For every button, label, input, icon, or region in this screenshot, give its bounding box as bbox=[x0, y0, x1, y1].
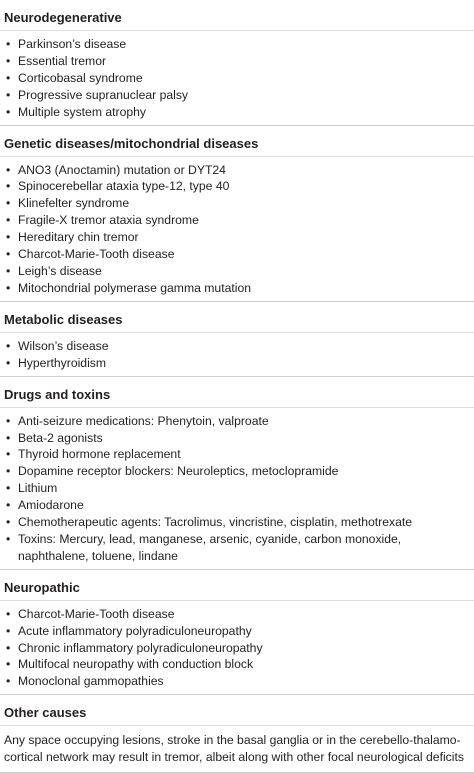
list-item bbox=[4, 463, 470, 480]
item-text: ANO3 (Anoctamin) mutation or DYT24 bbox=[18, 162, 226, 177]
bullet-icon: • bbox=[6, 498, 11, 513]
list-item bbox=[4, 606, 470, 623]
list-item bbox=[4, 514, 470, 531]
bullet-icon: • bbox=[6, 657, 11, 672]
item-text: Parkinson’s disease bbox=[18, 37, 127, 51]
item-text: Spinocerebellar ataxia type-12, type 40 bbox=[18, 179, 230, 194]
bullet-icon: • bbox=[6, 87, 11, 102]
item-text: Essential tremor bbox=[18, 53, 107, 68]
item-text: Thyroid hormone replacement bbox=[18, 447, 181, 462]
section-heading: Other causes bbox=[4, 705, 87, 721]
item-text: Dopamine receptor blockers: Neuroleptics, metoclopramide bbox=[18, 464, 339, 479]
bullet-icon: • bbox=[6, 104, 11, 119]
list-item bbox=[4, 355, 470, 372]
list-item bbox=[4, 430, 470, 447]
list-item bbox=[4, 413, 470, 430]
item-list bbox=[0, 332, 474, 376]
list-item bbox=[4, 104, 470, 121]
section-heading: Metabolic diseases bbox=[4, 311, 123, 327]
item-text: Fragile-X tremor ataxia syndrome bbox=[18, 213, 199, 228]
section-heading: Neurodegenerative bbox=[4, 10, 122, 25]
list-item bbox=[4, 673, 470, 690]
bullet-icon: • bbox=[6, 179, 11, 194]
list-item bbox=[4, 531, 470, 565]
item-list bbox=[0, 407, 474, 569]
list-item bbox=[4, 263, 470, 280]
item-list bbox=[0, 600, 474, 695]
item-text: Charcot-Marie-Tooth disease bbox=[18, 606, 175, 621]
list-item bbox=[4, 446, 470, 463]
list-item bbox=[4, 623, 470, 640]
item-text: Corticobasal syndrome bbox=[18, 70, 143, 85]
bullet-icon: • bbox=[6, 213, 11, 228]
item-text: Chronic inflammatory polyradiculoneuropathy bbox=[18, 640, 263, 655]
bullet-icon: • bbox=[6, 37, 11, 51]
bullet-icon: • bbox=[6, 230, 11, 245]
bullet-icon: • bbox=[6, 640, 11, 655]
list-item bbox=[4, 656, 470, 673]
bullet-icon: • bbox=[6, 413, 11, 428]
bullet-icon: • bbox=[6, 531, 11, 546]
list-item bbox=[4, 229, 470, 246]
item-text: Amiodarone bbox=[18, 498, 84, 513]
item-text: Leigh’s disease bbox=[18, 263, 102, 278]
item-text: Hereditary chin tremor bbox=[18, 230, 139, 245]
bullet-icon: • bbox=[6, 674, 11, 689]
section-heading: Genetic diseases/mitochondrial diseases bbox=[4, 135, 259, 151]
item-text: Klinefelter syndrome bbox=[18, 196, 130, 211]
list-item bbox=[4, 53, 470, 70]
bullet-icon: • bbox=[6, 464, 11, 479]
bullet-icon: • bbox=[6, 162, 11, 177]
item-text: Mitochondrial polymerase gamma mutation bbox=[18, 280, 252, 295]
bullet-icon: • bbox=[6, 247, 11, 262]
item-text: Beta-2 agonists bbox=[18, 430, 103, 445]
bullet-icon: • bbox=[6, 355, 11, 370]
item-text: Multifocal neuropathy with conduction block bbox=[18, 657, 254, 672]
bullet-icon: • bbox=[6, 481, 11, 496]
item-text: Lithium bbox=[18, 481, 58, 496]
list-item bbox=[4, 162, 470, 179]
list-item bbox=[4, 640, 470, 657]
list-item bbox=[4, 480, 470, 497]
list-item bbox=[4, 178, 470, 195]
item-text: Multiple system atrophy bbox=[18, 104, 147, 119]
list-item bbox=[4, 246, 470, 263]
bullet-icon: • bbox=[6, 53, 11, 68]
section-neurodegenerative bbox=[0, 0, 474, 125]
bullet-icon: • bbox=[6, 338, 11, 353]
item-text: Progressive supranuclear palsy bbox=[18, 87, 189, 102]
bullet-icon: • bbox=[6, 70, 11, 85]
item-text: Monoclonal gammopathies bbox=[18, 674, 164, 689]
bullet-icon: • bbox=[6, 606, 11, 621]
section-other-causes bbox=[0, 694, 474, 772]
list-item bbox=[4, 36, 470, 53]
bullet-icon: • bbox=[6, 623, 11, 638]
bullet-icon: • bbox=[6, 430, 11, 445]
item-list bbox=[0, 156, 474, 301]
item-list bbox=[0, 30, 474, 125]
item-text: Hyperthyroidism bbox=[18, 355, 107, 370]
section-genetic bbox=[0, 125, 474, 301]
item-text: Wilson’s disease bbox=[18, 338, 109, 353]
bullet-icon: • bbox=[6, 515, 11, 530]
item-text: Toxins: Mercury, lead, manganese, arsenic, cyanide, carbon monoxide, naphthalene, toluene, lindane bbox=[18, 531, 402, 563]
bullet-icon: • bbox=[6, 196, 11, 211]
section-heading: Drugs and toxins bbox=[4, 386, 111, 402]
bullet-icon: • bbox=[6, 447, 11, 462]
item-text: Anti-seizure medications: Phenytoin, valproate bbox=[18, 413, 269, 428]
section-paragraph: Any space occupying lesions, stroke in the basal ganglia or in the cerebello-thalamo-cortical network may result in tremor, albeit along with other focal neurological deficits bbox=[0, 725, 474, 772]
section-heading: Neuropathic bbox=[4, 579, 80, 595]
list-item bbox=[4, 87, 470, 104]
section-metabolic bbox=[0, 301, 474, 376]
list-item bbox=[4, 338, 470, 355]
item-text: Charcot-Marie-Tooth disease bbox=[18, 247, 175, 262]
item-text: Acute inflammatory polyradiculoneuropathy bbox=[18, 623, 252, 638]
item-text: Chemotherapeutic agents: Tacrolimus, vincristine, cisplatin, methotrexate bbox=[18, 515, 413, 530]
section-drugs-toxins bbox=[0, 376, 474, 569]
list-item bbox=[4, 497, 470, 514]
list-item bbox=[4, 195, 470, 212]
bullet-icon: • bbox=[6, 280, 11, 295]
list-item bbox=[4, 212, 470, 229]
bullet-icon: • bbox=[6, 263, 11, 278]
section-neuropathic bbox=[0, 569, 474, 695]
list-item bbox=[4, 280, 470, 297]
list-item bbox=[4, 70, 470, 87]
